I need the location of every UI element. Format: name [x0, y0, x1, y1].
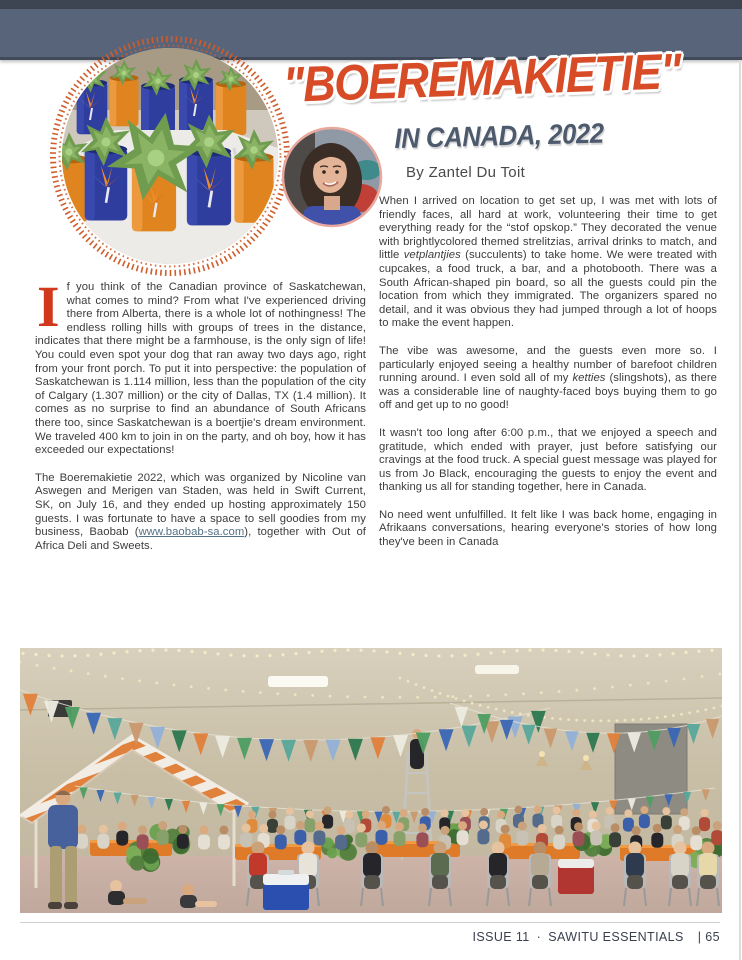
paragraph-text: f you think of the Canadian province of Saskatchewan, what comes to mind? From what I've experienced driving there from Alberta, there is a whole lot of nothingness! The endless rolling hills with groups of trees in the distance, indicates that there might be a farmhouse, is the only sign of life! You could even spot your dog that ran away two days ago, right from your front porch. To put it into perspective: the population of Saskatchewan is 1.114 million, less than the population of the city of Calgary (1.307 million) or the city of Dallas, TX (1.4 million). It comes as no surprise to find an abundance of South Africans there too, since Saskatchewan is a boertjie's dream environment. We traveled 400 km to join in on the party, and oh boy, how it has exceeded our expectations! — [35, 281, 366, 457]
afrikaans-word: ketties — [572, 372, 606, 385]
paragraph-evening: It wasn't too long after 6:00 p.m., that we enjoyed a speech and gratitude, which ended with prayer, just before satisfying our cravings at the food truck. A special guest message was played for us from Jo Black, encouraging the guests to enjoy the event and thanking us all for standing together, here in Canada. — [379, 426, 717, 494]
top-accent-strip — [0, 0, 742, 9]
page-edge-line — [739, 60, 741, 960]
afrikaans-word: vetplantjies — [403, 249, 461, 262]
footer-page-number: | 65 — [697, 930, 720, 944]
paragraph-text: When I arrived on location to get set up, I was met with lots of friendly faces, all hard at work, volunteering their time to get everything ready for the “stof opskop.” They decorated the venue with brightlycolored themed strelitzias, arrival drinks to match, and little — [379, 195, 717, 262]
page-footer — [20, 922, 720, 944]
paragraph-text: The Boeremakietie 2022, which was organized by Nicoline van Aswegen and Merigen van Staden, was held in Swift Current, SK, on July 16, and they ended up hosting approximately 150 guests. I was fortunate to have a space to sell goodies from my business, Baobab ( — [35, 471, 366, 539]
cooler-blue — [263, 870, 309, 910]
left-column — [35, 274, 366, 567]
drop-cap: I — [37, 274, 60, 339]
paragraph-intro — [35, 274, 366, 458]
article-title: "BOEREMAKIETIE" — [282, 43, 682, 113]
plants-photo — [44, 30, 296, 282]
baobab-link[interactable]: www.baobab-sa.com — [138, 526, 245, 539]
paragraph-vibe — [379, 345, 717, 413]
author-photo — [281, 126, 383, 228]
cooler-red — [558, 859, 594, 894]
ceiling-light — [475, 665, 519, 674]
ceiling-light — [268, 676, 328, 687]
paragraph-closing: No need went unfulfilled. It felt like I was back home, engaging in Afrikaans conversations, hearing everyone's stories of how long they've been in Canada — [379, 508, 717, 549]
event-photo — [20, 648, 722, 913]
paragraph-arrival — [379, 195, 717, 331]
article-subtitle: IN CANADA, 2022 — [394, 117, 604, 154]
paragraph-text: ), together with Out of Africa Deli and Sweets. — [35, 526, 366, 552]
paragraph-text: (succulents) to take home. We were treated with cupcakes, a food truck, a bar, and a photobooth. There was a South African-shaped pin board, so all the guests could pin the location from which they immigrated. The organizers spared no detail, and it was obvious they had jumped through a lot of hoops to make the event happen. — [379, 249, 717, 330]
footer-issue: ISSUE 11 — [472, 930, 530, 944]
article-byline: By Zantel Du Toit — [406, 164, 526, 181]
paragraph-text: (slingshots), as there was a considerable line of naughty-faced boys buying them to go off and get up to no good! — [379, 372, 717, 412]
footer-magazine: SAWITU ESSENTIALS — [548, 930, 684, 944]
right-column — [379, 195, 717, 564]
footer-separator: · — [536, 930, 542, 944]
paragraph-event-info — [35, 472, 366, 554]
paragraph-text: The vibe was awesome, and the guests even more so. I particularly enjoyed seeing a healthy number of barefoot children running around. I even sold all of my — [379, 344, 717, 385]
